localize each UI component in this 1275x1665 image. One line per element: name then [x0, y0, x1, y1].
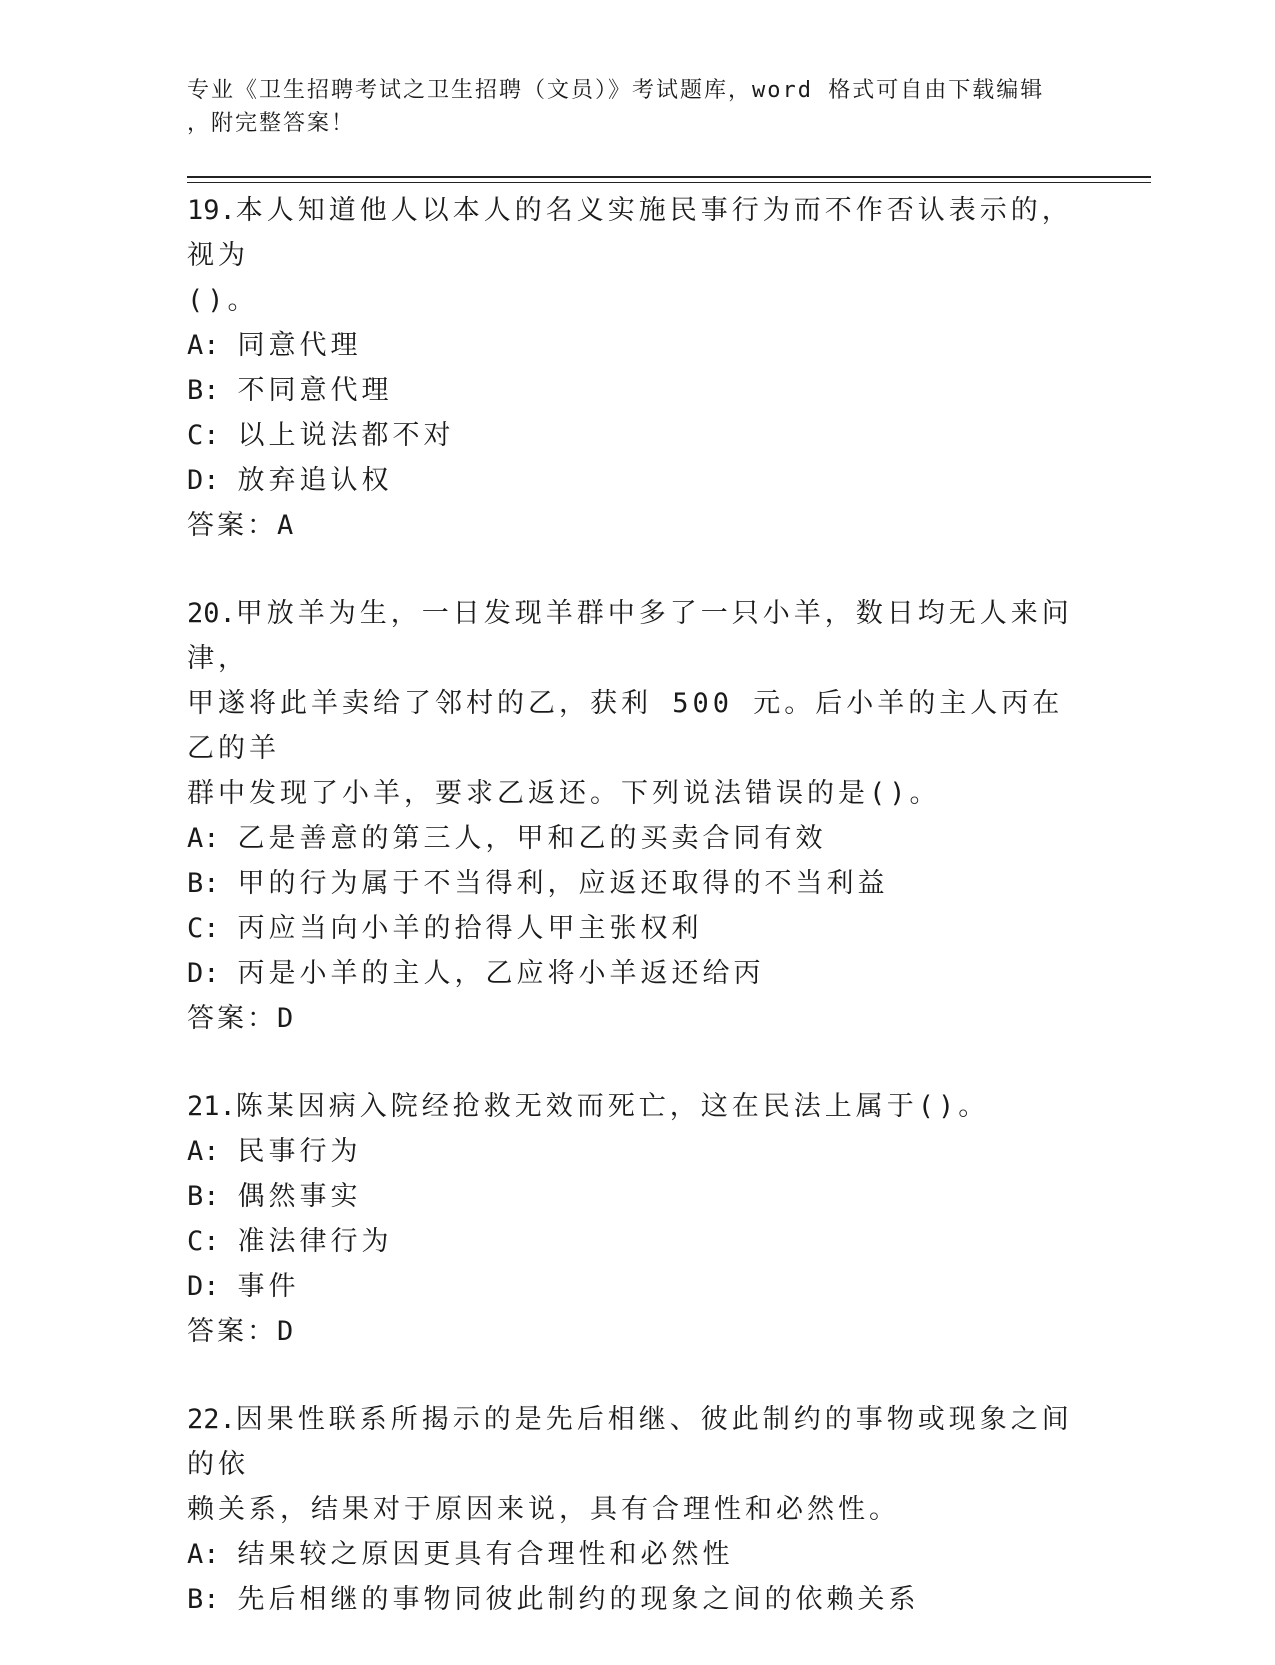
option-text: 准法律行为: [237, 1226, 393, 1257]
question-19: [187, 188, 1087, 548]
question-number: 19.: [187, 195, 236, 226]
option-a: [187, 323, 1087, 368]
option-c: [187, 413, 1087, 458]
question-21: [187, 1084, 1087, 1354]
option-text: 结果较之原因更具有合理性和必然性: [237, 1539, 734, 1570]
option-text: 不同意代理: [237, 375, 393, 406]
option-c: [187, 906, 1087, 951]
option-letter: C:: [187, 420, 220, 451]
option-letter: A:: [187, 1136, 220, 1167]
question-text: 陈某因病入院经抢救无效而死亡，这在民法上属于()。: [235, 1091, 990, 1122]
answer-label: 答案：: [187, 1316, 277, 1347]
option-letter: A:: [187, 330, 220, 361]
option-a: [187, 1129, 1087, 1174]
option-letter: B:: [187, 868, 220, 899]
question-text-line: 甲遂将此羊卖给了邻村的乙，获利 500 元。后小羊的主人丙在乙的羊: [187, 688, 1064, 764]
option-b: [187, 1174, 1087, 1219]
option-letter: D:: [187, 958, 220, 989]
option-letter: D:: [187, 465, 220, 496]
option-letter: B:: [187, 1584, 220, 1615]
answer-value: D: [277, 1316, 297, 1347]
option-text: 甲的行为属于不当得利，应返还取得的不当利益: [237, 868, 889, 899]
option-text: 先后相继的事物同彼此制约的现象之间的依赖关系: [237, 1584, 920, 1615]
option-text: 以上说法都不对: [237, 420, 455, 451]
option-letter: B:: [187, 1181, 220, 1212]
option-b: [187, 368, 1087, 413]
question-text: 本人知道他人以本人的名义实施民事行为而不作否认表示的，视为: [187, 195, 1073, 271]
option-letter: C:: [187, 913, 220, 944]
header-line-2: ，附完整答案！: [187, 111, 356, 136]
question-text: 因果性联系所揭示的是先后相继、彼此制约的事物或现象之间的依: [187, 1404, 1073, 1480]
option-b: [187, 1577, 1087, 1622]
question-text-line: [187, 591, 1087, 681]
question-list: [187, 188, 1087, 1665]
question-number: 20.: [187, 598, 236, 629]
answer-label: 答案：: [187, 510, 277, 541]
answer-line: [187, 503, 1087, 548]
question-text-line: ()。: [187, 285, 259, 316]
answer-value: D: [277, 1003, 297, 1034]
question-text: 甲放羊为生，一日发现羊群中多了一只小羊，数日均无人来问津，: [187, 598, 1073, 674]
option-text: 丙应当向小羊的拾得人甲主张权利: [237, 913, 703, 944]
option-d: [187, 1264, 1087, 1309]
answer-value: A: [277, 510, 297, 541]
option-d: [187, 458, 1087, 503]
question-text-line: [187, 1397, 1087, 1487]
header-line-1: 专业《卫生招聘考试之卫生招聘（文员）》考试题库，word 格式可自由下载编辑: [187, 78, 1045, 103]
option-text: 偶然事实: [237, 1181, 362, 1212]
header-divider-thick: [187, 176, 1151, 178]
question-text-line: [187, 188, 1087, 278]
question-text-line: 赖关系，结果对于原因来说，具有合理性和必然性。: [187, 1494, 900, 1525]
option-c: [187, 1219, 1087, 1264]
option-letter: A:: [187, 1539, 220, 1570]
option-text: 丙是小羊的主人，乙应将小羊返还给丙: [237, 958, 765, 989]
option-d: [187, 951, 1087, 996]
option-letter: D:: [187, 1271, 220, 1302]
document-header: [187, 74, 1067, 140]
option-text: 乙是善意的第三人，甲和乙的买卖合同有效: [237, 823, 827, 854]
option-letter: A:: [187, 823, 220, 854]
option-b: [187, 861, 1087, 906]
header-divider-thin: [187, 182, 1151, 183]
option-letter: B:: [187, 375, 220, 406]
question-number: 21.: [187, 1091, 236, 1122]
option-text: 民事行为: [237, 1136, 362, 1167]
answer-line: [187, 996, 1087, 1041]
question-text-line: 群中发现了小羊，要求乙返还。下列说法错误的是()。: [187, 778, 941, 809]
question-text-line: [187, 1084, 1087, 1129]
question-20: [187, 591, 1087, 1041]
option-a: [187, 1532, 1087, 1577]
option-text: 放弃追认权: [237, 465, 393, 496]
answer-line: [187, 1309, 1087, 1354]
question-22: [187, 1397, 1087, 1622]
option-letter: C:: [187, 1226, 220, 1257]
question-number: 22.: [187, 1404, 236, 1435]
option-a: [187, 816, 1087, 861]
answer-label: 答案：: [187, 1003, 277, 1034]
option-text: 同意代理: [237, 330, 362, 361]
option-text: 事件: [237, 1271, 300, 1302]
